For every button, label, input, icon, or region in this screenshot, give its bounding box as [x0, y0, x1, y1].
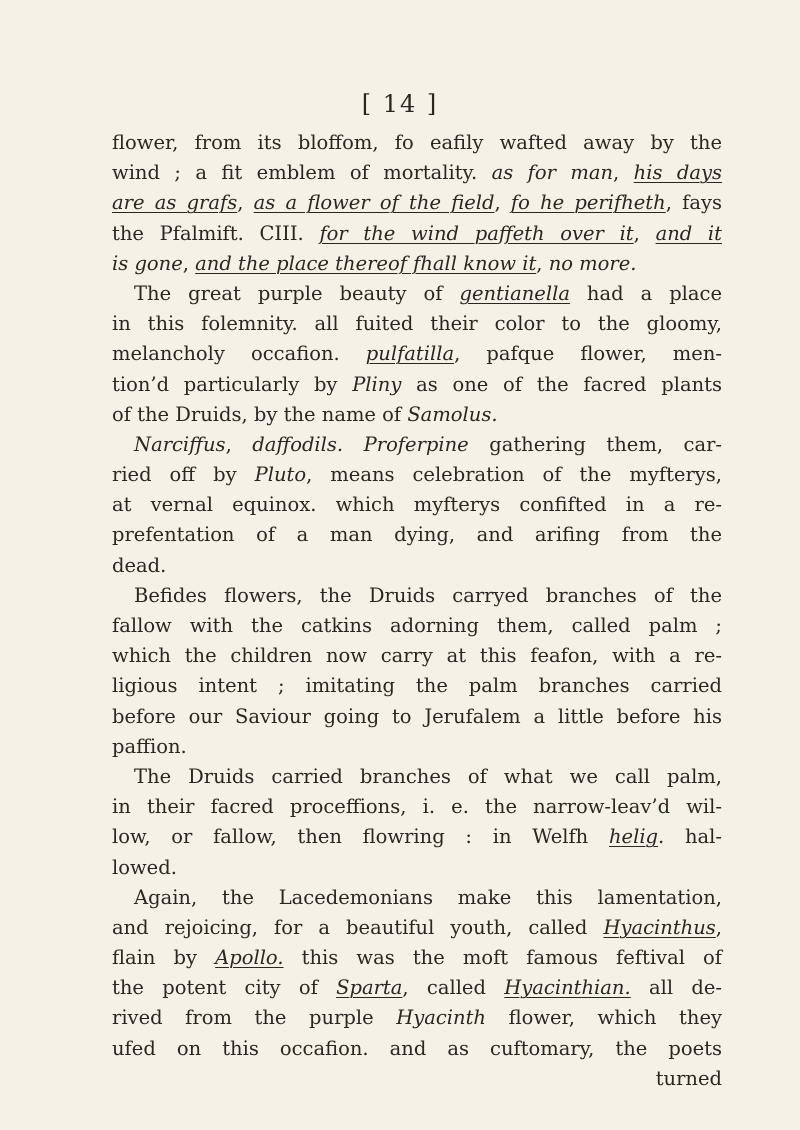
text-span: and rejoicing, for a beautiful youth, called: [112, 915, 604, 939]
text-line: [112, 1003, 722, 1033]
text-span: The Druids carried branches of what we call palm,: [134, 764, 722, 788]
text-span: ,: [225, 432, 253, 456]
text-span: the potent city of: [112, 976, 337, 1000]
text-span: ,: [613, 161, 634, 185]
text-line: [112, 339, 722, 369]
text-span: of the Druids, by the name of: [112, 402, 408, 426]
catchword: turned: [655, 1066, 722, 1090]
text-span: ,: [494, 191, 511, 215]
italic-span: as for man: [491, 161, 614, 185]
text-span: gathering them, car-: [468, 432, 722, 456]
italic-span: helig: [608, 825, 659, 849]
text-span: ligious intent ; imitating the palm branches carried: [112, 674, 722, 698]
text-span: at vernal equinox. which myfterys confifted in a re-: [112, 493, 722, 517]
italic-span: pulfatilla: [365, 342, 455, 366]
text-span: paffion.: [112, 734, 187, 758]
text-line: [112, 158, 722, 188]
text-span: melancholy occafion.: [112, 342, 366, 366]
text-line: [112, 943, 722, 973]
italic-span: Sparta: [336, 976, 403, 1000]
italic-span: gentianella: [459, 281, 570, 305]
text-line: [112, 249, 722, 279]
text-line: [112, 188, 722, 218]
text-line: [112, 822, 722, 852]
text-span: ,: [182, 251, 196, 275]
text-span: , means celebration of the myfterys,: [306, 463, 722, 487]
text-span: . hal-: [658, 825, 722, 849]
text-line: [112, 128, 722, 158]
italic-span: for the wind paffeth over it: [319, 221, 634, 245]
text-span: dead.: [112, 553, 167, 577]
italic-span: Hyacinthian.: [504, 976, 631, 1000]
text-line: [112, 279, 722, 309]
text-line: [112, 551, 722, 581]
text-span: , fays: [665, 191, 722, 215]
italic-span: Apollo.: [215, 946, 284, 970]
text-span: , called: [402, 976, 505, 1000]
italic-span: fo he perifheth: [510, 191, 666, 215]
page-number: [ 14 ]: [361, 90, 439, 118]
text-span: , pafque flower, men-: [454, 342, 722, 366]
text-span: flower, which they: [486, 1006, 723, 1030]
italic-span: and it: [655, 221, 722, 245]
text-span: ufed on this occafion. and as cuftomary, the poets: [112, 1036, 722, 1060]
text-line: [112, 1034, 722, 1064]
italic-span: Hyacinth: [396, 1006, 486, 1030]
text-line: [112, 853, 722, 883]
text-span: had a place: [569, 281, 722, 305]
text-span: as one of the facred plants: [401, 372, 722, 396]
text-line: [112, 732, 722, 762]
text-span: [343, 433, 364, 456]
text-span: wind ; a fit emblem of mortality.: [112, 161, 492, 185]
text-line: [112, 520, 722, 550]
text-span: all de-: [630, 976, 723, 1000]
text-line: [112, 581, 722, 611]
italic-span: Samolus.: [407, 402, 498, 426]
italic-span: daffodils.: [252, 432, 344, 456]
text-span: flain by: [112, 946, 216, 970]
text-span: The great purple beauty of: [134, 281, 460, 305]
text-span: in this folemnity. all fuited their color to the gloomy,: [112, 312, 722, 336]
text-span: flower, from its bloffom, fo eafily wafted away by the: [112, 131, 722, 154]
text-span: ried off by: [112, 463, 255, 487]
text-line: [112, 430, 722, 460]
text-span: low, or fallow, then flowring : in Welfh: [112, 825, 609, 849]
text-span: ,: [633, 221, 656, 245]
text-line: [112, 792, 722, 822]
text-span: which the children now carry at this feafon, with a re-: [112, 644, 722, 668]
text-line: [112, 460, 722, 490]
text-line: [112, 702, 722, 732]
text-span: this was the moft famous feftival of: [283, 946, 722, 970]
text-line: [112, 219, 722, 249]
text-line: [112, 913, 722, 943]
text-span: Again, the Lacedemonians make this lamentation,: [134, 885, 722, 909]
italic-span: Pluto: [254, 463, 307, 487]
text-line: [112, 400, 722, 430]
text-line: [112, 611, 722, 641]
text-span: ,: [237, 191, 254, 215]
italic-span: Hyacinthus: [603, 915, 716, 939]
text-span: ,: [715, 915, 722, 939]
text-span: tion’d particularly by: [112, 372, 353, 396]
text-span: Befides flowers, the Druids carryed branches of the: [134, 583, 722, 607]
text-line: [112, 641, 722, 671]
italic-span: no more.: [548, 251, 637, 275]
italic-span: are as grafs: [112, 191, 238, 215]
text-span: ,: [536, 251, 549, 275]
text-span: prefentation of a man dying, and arifing from the: [112, 523, 722, 547]
italic-span: Pliny: [352, 372, 402, 396]
text-span: fallow with the catkins adorning them, called palm ;: [112, 614, 722, 637]
text-line: [112, 309, 722, 339]
text-span: in their facred proceffions, i. e. the narrow-leav’d wil-: [112, 795, 722, 819]
text-span: the Pfalmift. CIII.: [112, 221, 320, 245]
italic-span: as a flower of the field: [253, 191, 495, 215]
text-line: [112, 671, 722, 701]
text-line: [112, 370, 722, 400]
text-span: rived from the purple: [112, 1006, 397, 1030]
italic-span: and the place thereof fhall know it: [195, 251, 537, 275]
text-span: before our Saviour going to Jerufalem a little before his: [112, 704, 722, 728]
italic-span: his days: [633, 161, 723, 185]
text-line: [112, 883, 722, 913]
italic-span: is gone: [112, 251, 183, 275]
italic-span: Narciffus: [134, 432, 226, 456]
text-line: [112, 762, 722, 792]
text-line: [112, 490, 722, 520]
text-line: [112, 973, 722, 1003]
italic-span: Proferpine: [363, 432, 469, 456]
text-span: lowed.: [112, 855, 177, 879]
body-text: [112, 128, 722, 1094]
